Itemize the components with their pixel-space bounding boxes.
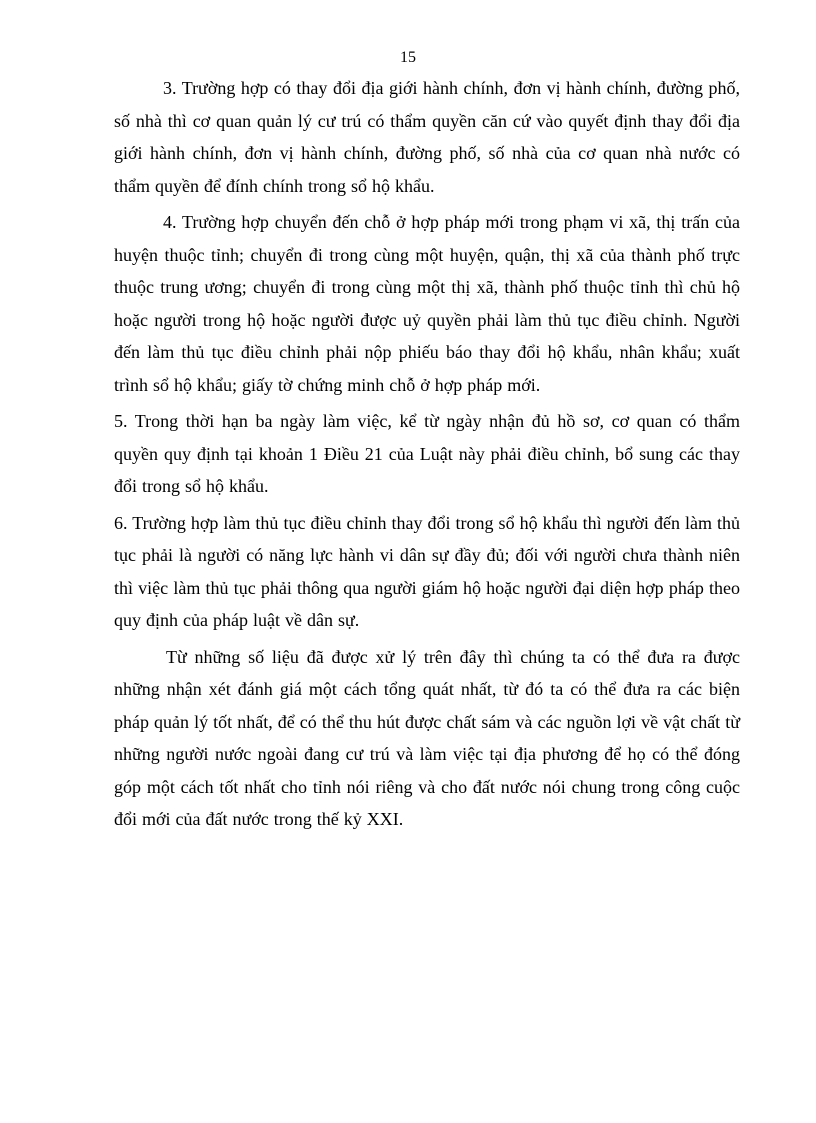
page-number: 15: [400, 49, 416, 66]
conclusion-paragraph: Từ những số liệu đã được xử lý trên đây thì chúng ta có thể đưa ra được những nhận xét đánh giá một cách tổng quát nhất, từ đó ta có thể đưa ra các biện pháp quản lý tốt nhất, để có thể thu hút được chất sám và các nguồn lợi về vật chất từ những người nước ngoài đang cư trú và làm việc tại địa phương để họ có thể đóng góp một cách tốt nhất cho tỉnh nói riêng và cho đất nước nói chung trong công cuộc đổi mới của đất nước trong thế kỷ XXI.: [114, 646, 740, 829]
paragraph-3: 3. Trường hợp có thay đổi địa giới hành chính, đơn vị hành chính, đường phố, số nhà thì cơ quan quản lý cư trú có thẩm quyền căn cứ vào quyết định thay đổi địa giới hành chính, đơn vị hành chính, đường phố, số nhà của cơ quan nhà nước có thẩm quyền để đính chính trong sổ hộ khẩu.: [114, 78, 740, 196]
paragraph-6: 6. Trường hợp làm thủ tục điều chỉnh thay đổi trong sổ hộ khẩu thì người đến làm thủ tục phải là người có năng lực hành vi dân sự đầy đủ; đối với người chưa thành niên thì việc làm thủ tục phải thông qua người giám hộ hoặc người đại diện hợp pháp theo quy định của pháp luật về dân sự.: [114, 512, 740, 630]
paragraph-5: 5. Trong thời hạn ba ngày làm việc, kể từ ngày nhận đủ hồ sơ, cơ quan có thẩm quyền quy định tại khoản 1 Điều 21 của Luật này phải điều chỉnh, bổ sung các thay đổi trong sổ hộ khẩu.: [114, 411, 740, 496]
document-body: [114, 72, 740, 840]
paragraph-4: 4. Trường hợp chuyển đến chỗ ở hợp pháp mới trong phạm vi xã, thị trấn của huyện thuộc tỉnh; chuyển đi trong cùng một huyện, quận, thị xã của thành phố trực thuộc trung ương; chuyển đi trong cùng một thị xã, thành phố thuộc tỉnh thì chủ hộ hoặc người trong hộ hoặc người được uỷ quyền phải làm thủ tục điều chỉnh. Người đến làm thủ tục điều chỉnh phải nộp phiếu báo thay đổi hộ khẩu, nhân khẩu; xuất trình sổ hộ khẩu; giấy tờ chứng minh chỗ ở hợp pháp mới.: [114, 212, 740, 395]
